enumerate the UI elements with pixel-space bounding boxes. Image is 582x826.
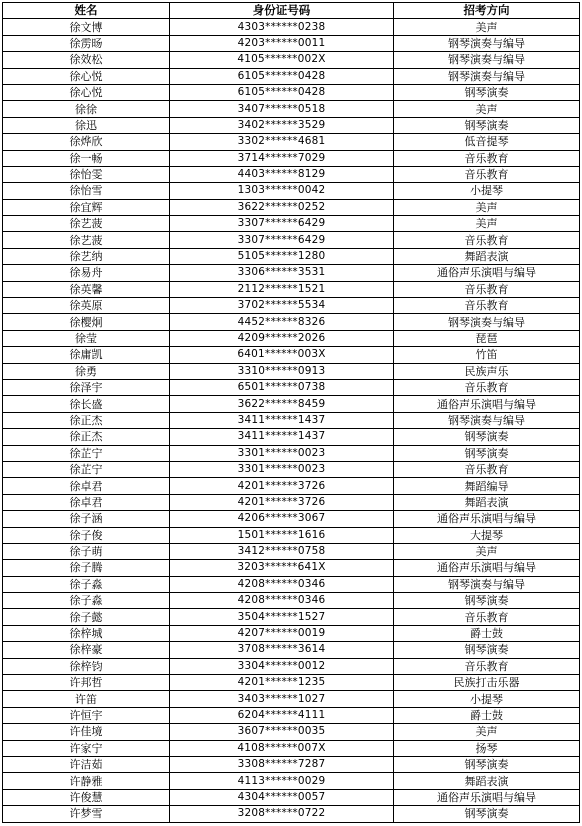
cell-name: 徐一畅 <box>3 150 170 166</box>
cell-id-number: 3411******1437 <box>170 412 394 428</box>
table-row <box>3 593 580 609</box>
cell-name: 徐梓城 <box>3 625 170 641</box>
table-row <box>3 625 580 641</box>
cell-direction: 音乐教育 <box>394 461 580 477</box>
roster-sheet <box>2 2 580 823</box>
cell-direction: 民族打击乐器 <box>394 675 580 691</box>
table-row <box>3 543 580 559</box>
cell-id-number: 3504******1527 <box>170 609 394 625</box>
cell-name: 徐怡雯 <box>3 166 170 182</box>
cell-id-number: 3607******0035 <box>170 724 394 740</box>
cell-direction: 钢琴演奏 <box>394 445 580 461</box>
cell-direction: 美声 <box>394 724 580 740</box>
header-direction: 招考方向 <box>394 3 580 19</box>
cell-id-number: 6105******0428 <box>170 68 394 84</box>
cell-name: 徐怡雪 <box>3 183 170 199</box>
cell-name: 徐芷宁 <box>3 445 170 461</box>
table-row <box>3 740 580 756</box>
cell-direction: 钢琴演奏 <box>394 117 580 133</box>
cell-direction: 钢琴演奏 <box>394 756 580 772</box>
cell-direction: 钢琴演奏与编导 <box>394 35 580 51</box>
cell-name: 徐芷宁 <box>3 461 170 477</box>
cell-id-number: 3310******0913 <box>170 363 394 379</box>
cell-direction: 钢琴演奏 <box>394 642 580 658</box>
table-row <box>3 134 580 150</box>
cell-name: 徐卓君 <box>3 494 170 510</box>
cell-direction: 钢琴演奏 <box>394 806 580 822</box>
cell-name: 徐心悦 <box>3 84 170 100</box>
cell-direction: 通俗声乐演唱与编导 <box>394 560 580 576</box>
cell-name: 许邦哲 <box>3 675 170 691</box>
table-row <box>3 347 580 363</box>
cell-direction: 钢琴演奏与编导 <box>394 314 580 330</box>
cell-name: 徐正杰 <box>3 412 170 428</box>
cell-name: 许洁茹 <box>3 756 170 772</box>
header-row <box>3 3 580 19</box>
table-row <box>3 609 580 625</box>
cell-name: 许俊慧 <box>3 789 170 805</box>
cell-id-number: 4304******0057 <box>170 789 394 805</box>
cell-id-number: 6501******0738 <box>170 379 394 395</box>
cell-direction: 钢琴演奏 <box>394 593 580 609</box>
cell-id-number: 4452******8326 <box>170 314 394 330</box>
cell-direction: 钢琴演奏 <box>394 429 580 445</box>
cell-direction: 琵琶 <box>394 330 580 346</box>
cell-direction: 爵士鼓 <box>394 707 580 723</box>
cell-id-number: 3306******3531 <box>170 265 394 281</box>
cell-id-number: 3307******6429 <box>170 232 394 248</box>
cell-direction: 舞蹈表演 <box>394 773 580 789</box>
header-id-number: 身份证号码 <box>170 3 394 19</box>
cell-direction: 美声 <box>394 19 580 35</box>
cell-id-number: 1501******1616 <box>170 527 394 543</box>
cell-direction: 通俗声乐演唱与编导 <box>394 396 580 412</box>
cell-direction: 大提琴 <box>394 527 580 543</box>
cell-name: 许静雅 <box>3 773 170 789</box>
cell-direction: 低音提琴 <box>394 134 580 150</box>
cell-name: 徐心悦 <box>3 68 170 84</box>
cell-id-number: 3702******5534 <box>170 298 394 314</box>
table-row <box>3 412 580 428</box>
table-row <box>3 576 580 592</box>
cell-id-number: 4303******0238 <box>170 19 394 35</box>
table-body <box>3 19 580 822</box>
cell-id-number: 4113******0029 <box>170 773 394 789</box>
table-row <box>3 642 580 658</box>
cell-direction: 音乐教育 <box>394 658 580 674</box>
cell-name: 徐正杰 <box>3 429 170 445</box>
cell-name: 徐梓豪 <box>3 642 170 658</box>
cell-id-number: 4206******3067 <box>170 511 394 527</box>
cell-id-number: 4201******3726 <box>170 494 394 510</box>
table-row <box>3 773 580 789</box>
header-name: 姓名 <box>3 3 170 19</box>
cell-direction: 通俗声乐演唱与编导 <box>394 511 580 527</box>
cell-name: 徐艺菠 <box>3 216 170 232</box>
cell-direction: 美声 <box>394 543 580 559</box>
cell-direction: 音乐教育 <box>394 281 580 297</box>
cell-id-number: 4209******2026 <box>170 330 394 346</box>
cell-name: 徐莹 <box>3 330 170 346</box>
table-row <box>3 756 580 772</box>
cell-direction: 小提琴 <box>394 183 580 199</box>
table-row <box>3 232 580 248</box>
cell-name: 徐子淼 <box>3 576 170 592</box>
cell-id-number: 3714******7029 <box>170 150 394 166</box>
table-row <box>3 52 580 68</box>
table-row <box>3 216 580 232</box>
cell-name: 徐迅 <box>3 117 170 133</box>
cell-id-number: 2112******1521 <box>170 281 394 297</box>
table-row <box>3 68 580 84</box>
table-row <box>3 314 580 330</box>
cell-id-number: 3622******0252 <box>170 199 394 215</box>
cell-id-number: 4207******0019 <box>170 625 394 641</box>
cell-name: 徐樱炯 <box>3 314 170 330</box>
cell-direction: 音乐教育 <box>394 150 580 166</box>
table-row <box>3 265 580 281</box>
cell-direction: 爵士鼓 <box>394 625 580 641</box>
cell-id-number: 3301******0023 <box>170 461 394 477</box>
cell-id-number: 4203******0011 <box>170 35 394 51</box>
table-row <box>3 379 580 395</box>
table-row <box>3 527 580 543</box>
cell-id-number: 4208******0346 <box>170 593 394 609</box>
cell-id-number: 3708******3614 <box>170 642 394 658</box>
cell-id-number: 3203******641X <box>170 560 394 576</box>
table-row <box>3 298 580 314</box>
cell-direction: 通俗声乐演唱与编导 <box>394 789 580 805</box>
table-row <box>3 166 580 182</box>
table-row <box>3 707 580 723</box>
table-row <box>3 199 580 215</box>
cell-id-number: 3301******0023 <box>170 445 394 461</box>
table-row <box>3 363 580 379</box>
cell-direction: 竹笛 <box>394 347 580 363</box>
cell-name: 徐雳旸 <box>3 35 170 51</box>
cell-direction: 通俗声乐演唱与编导 <box>394 265 580 281</box>
cell-name: 许笛 <box>3 691 170 707</box>
table-row <box>3 658 580 674</box>
cell-name: 徐文博 <box>3 19 170 35</box>
table-row <box>3 806 580 822</box>
table-row <box>3 248 580 264</box>
cell-direction: 钢琴演奏 <box>394 84 580 100</box>
cell-direction: 小提琴 <box>394 691 580 707</box>
cell-direction: 钢琴演奏与编导 <box>394 52 580 68</box>
table-row <box>3 183 580 199</box>
cell-name: 徐英原 <box>3 298 170 314</box>
table-row <box>3 461 580 477</box>
table-row <box>3 560 580 576</box>
cell-name: 徐宜辉 <box>3 199 170 215</box>
cell-id-number: 3308******7287 <box>170 756 394 772</box>
cell-name: 许梦雪 <box>3 806 170 822</box>
table-row <box>3 150 580 166</box>
table-row <box>3 494 580 510</box>
cell-name: 徐子腾 <box>3 560 170 576</box>
cell-name: 徐易舟 <box>3 265 170 281</box>
cell-name: 徐艺菠 <box>3 232 170 248</box>
cell-id-number: 1303******0042 <box>170 183 394 199</box>
cell-direction: 音乐教育 <box>394 298 580 314</box>
cell-name: 徐子淼 <box>3 593 170 609</box>
cell-name: 徐卓君 <box>3 478 170 494</box>
cell-id-number: 4201******1235 <box>170 675 394 691</box>
table-row <box>3 789 580 805</box>
applicant-table <box>2 2 580 823</box>
cell-id-number: 3412******0758 <box>170 543 394 559</box>
cell-direction: 钢琴演奏与编导 <box>394 576 580 592</box>
cell-id-number: 3208******0722 <box>170 806 394 822</box>
cell-name: 徐庸凯 <box>3 347 170 363</box>
table-row <box>3 281 580 297</box>
cell-id-number: 3407******0518 <box>170 101 394 117</box>
cell-name: 徐梓钧 <box>3 658 170 674</box>
table-row <box>3 511 580 527</box>
cell-name: 徐烨欣 <box>3 134 170 150</box>
cell-id-number: 5105******1280 <box>170 248 394 264</box>
table-row <box>3 19 580 35</box>
cell-direction: 音乐教育 <box>394 232 580 248</box>
table-row <box>3 429 580 445</box>
table-row <box>3 35 580 51</box>
cell-direction: 扬琴 <box>394 740 580 756</box>
cell-name: 徐效松 <box>3 52 170 68</box>
cell-id-number: 4108******007X <box>170 740 394 756</box>
table-row <box>3 478 580 494</box>
cell-id-number: 3402******3529 <box>170 117 394 133</box>
cell-direction: 民族声乐 <box>394 363 580 379</box>
table-row <box>3 84 580 100</box>
cell-direction: 美声 <box>394 199 580 215</box>
cell-direction: 舞蹈表演 <box>394 248 580 264</box>
cell-id-number: 3302******4681 <box>170 134 394 150</box>
cell-name: 徐子懿 <box>3 609 170 625</box>
cell-id-number: 6204******4111 <box>170 707 394 723</box>
cell-name: 许恒宇 <box>3 707 170 723</box>
cell-name: 徐徐 <box>3 101 170 117</box>
cell-name: 徐子涵 <box>3 511 170 527</box>
cell-id-number: 6105******0428 <box>170 84 394 100</box>
table-row <box>3 691 580 707</box>
cell-direction: 美声 <box>394 216 580 232</box>
cell-direction: 美声 <box>394 101 580 117</box>
cell-id-number: 4403******8129 <box>170 166 394 182</box>
cell-id-number: 3411******1437 <box>170 429 394 445</box>
cell-name: 许佳境 <box>3 724 170 740</box>
table-row <box>3 330 580 346</box>
cell-name: 徐长盛 <box>3 396 170 412</box>
cell-name: 徐英馨 <box>3 281 170 297</box>
cell-name: 徐艺纳 <box>3 248 170 264</box>
cell-direction: 钢琴演奏与编导 <box>394 412 580 428</box>
cell-id-number: 3307******6429 <box>170 216 394 232</box>
cell-direction: 音乐教育 <box>394 609 580 625</box>
table-row <box>3 445 580 461</box>
cell-direction: 舞蹈表演 <box>394 494 580 510</box>
cell-id-number: 4201******3726 <box>170 478 394 494</box>
cell-direction: 音乐教育 <box>394 166 580 182</box>
table-row <box>3 101 580 117</box>
cell-name: 徐勇 <box>3 363 170 379</box>
cell-id-number: 6401******003X <box>170 347 394 363</box>
cell-name: 徐泽宇 <box>3 379 170 395</box>
cell-direction: 舞蹈编导 <box>394 478 580 494</box>
cell-direction: 钢琴演奏与编导 <box>394 68 580 84</box>
cell-id-number: 4105******002X <box>170 52 394 68</box>
cell-name: 许家宁 <box>3 740 170 756</box>
table-row <box>3 675 580 691</box>
cell-name: 徐子俊 <box>3 527 170 543</box>
table-row <box>3 396 580 412</box>
cell-direction: 音乐教育 <box>394 379 580 395</box>
table-row <box>3 724 580 740</box>
cell-id-number: 3304******0012 <box>170 658 394 674</box>
cell-id-number: 3622******8459 <box>170 396 394 412</box>
table-row <box>3 117 580 133</box>
cell-id-number: 4208******0346 <box>170 576 394 592</box>
cell-id-number: 3403******1027 <box>170 691 394 707</box>
cell-name: 徐子萌 <box>3 543 170 559</box>
